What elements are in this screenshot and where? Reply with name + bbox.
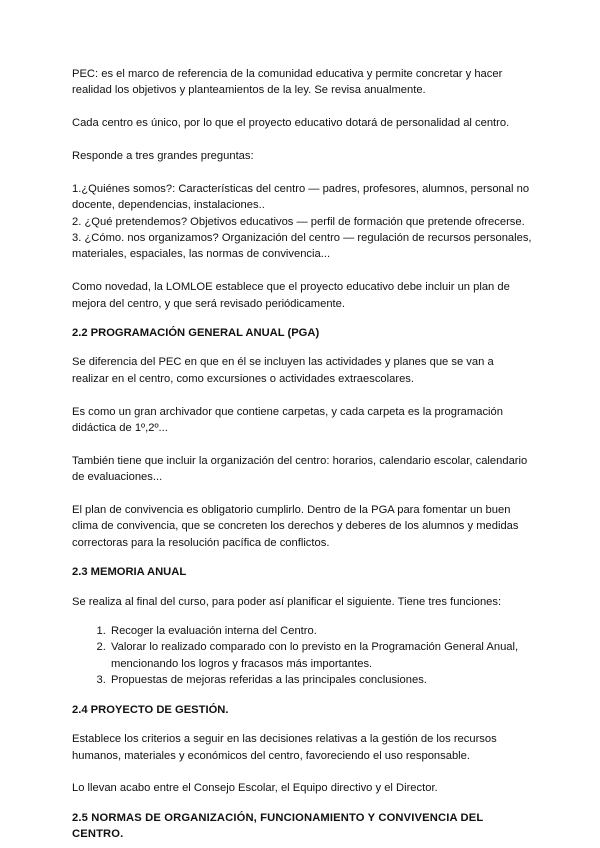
gestion-heading: 2.4 PROYECTO DE GESTIÓN.: [72, 703, 229, 716]
unique-paragraph: Cada centro es único, por lo que el proyecto educativo dotará de personalidad al centro.: [72, 117, 510, 130]
memoria-heading: 2.3 MEMORIA ANUAL: [72, 566, 187, 579]
list-item: 3. Propuestas de mejoras referidas a las principales conclusiones.: [109, 672, 532, 688]
pec-paragraph: PEC: es el marco de referencia de la comunidad educativa y permite concretar y hacer realidad los objetivos y planteamientos de la ley. Se revisa anualmente.: [72, 68, 503, 97]
lomloe-paragraph: Como novedad, la LOMLOE establece que el proyecto educativo debe incluir un plan de mejora del centro, y que será revisado periódicamente.: [72, 281, 510, 310]
gestion-paragraph-2: Lo llevan acabo entre el Consejo Escolar, el Equipo directivo y el Director.: [72, 782, 438, 795]
pga-paragraph-1: Se diferencia del PEC en que en él se incluyen las actividades y planes que se van a realizar en el centro, como excursiones o actividades extraescolares.: [72, 356, 494, 385]
pga-paragraph-4: El plan de convivencia es obligatorio cumplirlo. Dentro de la PGA para fomentar un buen clima de convivencia, que se concreten los derechos y deberes de los alumnos y medidas correctoras para la resolución pacífica de conflictos.: [72, 504, 519, 549]
gestion-paragraph-1: Establece los criterios a seguir en las decisiones relativas a la gestión de los recursos humanos, materiales y económicos del centro, favoreciendo el uso responsable.: [72, 733, 497, 762]
questions-intro: Responde a tres grandes preguntas:: [72, 150, 254, 162]
question-2: 2. ¿Qué pretendemos? Objetivos educativos — perfil de formación que pretende ofrecerse.: [72, 215, 525, 228]
pga-paragraph-2: Es como un gran archivador que contiene carpetas, y cada carpeta es la programación didáctica de 1º,2º...: [72, 405, 503, 435]
pga-paragraph-3: También tiene que incluir la organización del centro: horarios, calendario escolar, calendario de evaluaciones...: [72, 454, 528, 484]
memoria-functions-list: [72, 623, 532, 689]
pga-heading: 2.2 PROGRAMACIÓN GENERAL ANUAL (PGA): [72, 327, 320, 340]
question-3: 3. ¿Cómo. nos organizamos? Organización del centro — regulación de recursos personales, materiales, espaciales, las normas de convivencia...: [72, 232, 532, 261]
list-item: 1. Recoger la evaluación interna del Centro.: [109, 623, 532, 639]
list-item: 2. Valorar lo realizado comparado con lo previsto en la Programación General Anual, mencionando los logros y fracasos más importantes.: [109, 639, 532, 672]
question-1: 1.¿Quiénes somos?: Características del centro — padres, profesores, alumnos, personal no docente, dependencias, instalaciones..: [72, 182, 530, 212]
memoria-paragraph: Se realiza al final del curso, para poder así planificar el siguiente. Tiene tres funciones:: [72, 595, 502, 608]
normas-heading: 2.5 NORMAS DE ORGANIZACIÓN, FUNCIONAMIENTO Y CONVIVENCIA DEL CENTRO.: [72, 811, 484, 841]
document-page: [72, 66, 532, 843]
